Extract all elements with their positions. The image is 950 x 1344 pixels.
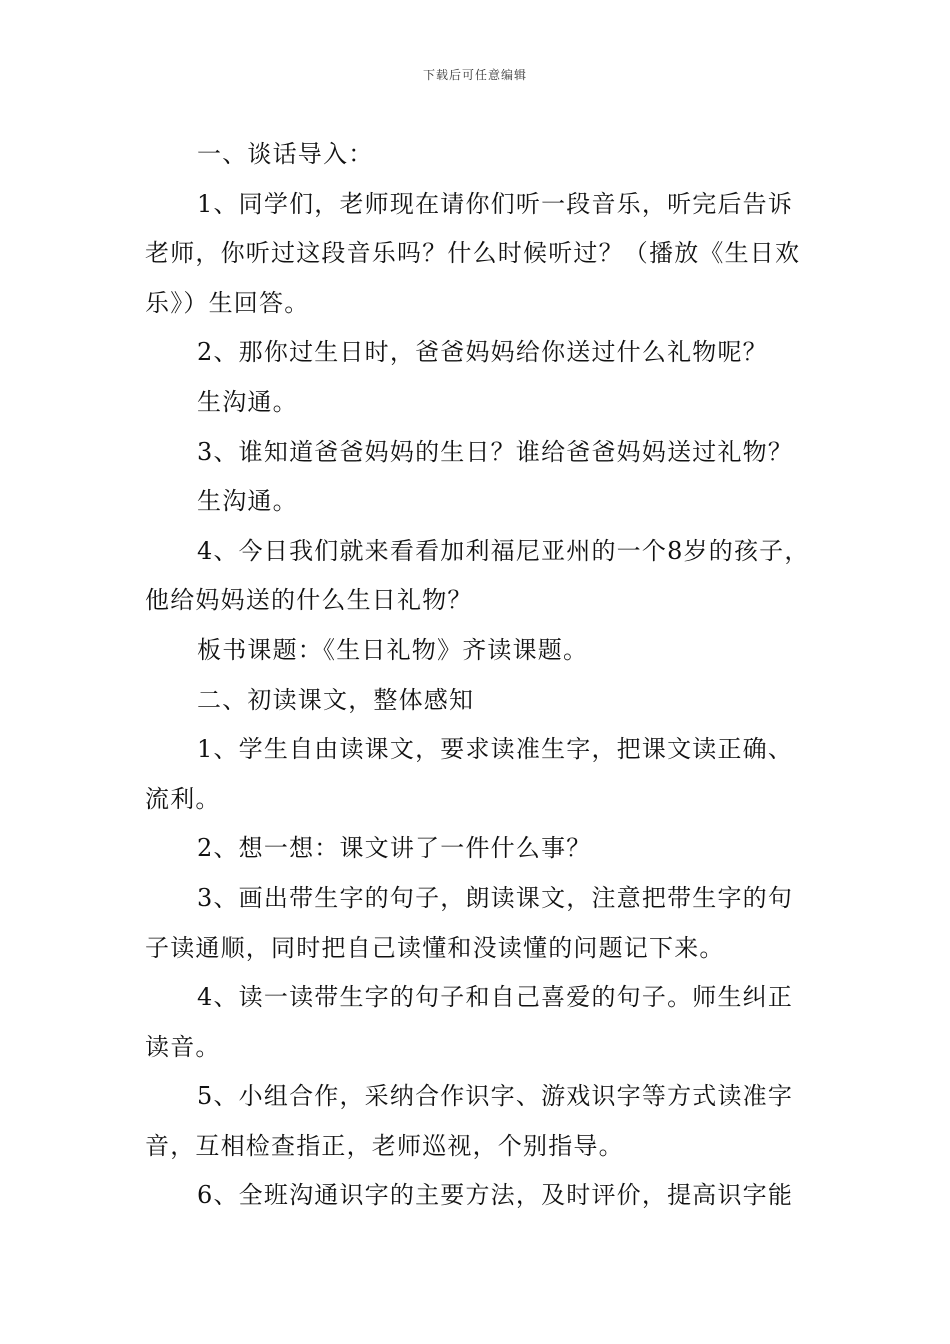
document-body (145, 130, 815, 1221)
paragraph: 3、谁知道爸爸妈妈的生日？谁给爸爸妈妈送过礼物？ (197, 437, 794, 466)
paragraph: 生沟通。 (197, 487, 298, 516)
paragraph: 4、读一读带生字的句子和自己喜爱的句子。师生纠正读音。 (145, 983, 794, 1061)
paragraph: 生沟通。 (197, 387, 298, 416)
paragraph: 2、想一想：课文讲了一件什么事？ (197, 834, 592, 863)
section-heading-reading: 二、初读课文，整体感知 (197, 685, 475, 714)
paragraph: 3、画出带生字的句子，朗读课文，注意把带生字的句子读通顺，同时把自己读懂和没读懂的问题记下来。 (145, 883, 794, 962)
paragraph: 1、同学们，老师现在请你们听一段音乐，听完后告诉老师，你听过这段音乐吗？什么时候听过？（播放《生日欢乐》）生回答。 (145, 189, 801, 317)
paragraph: 板书课题：《生日礼物》齐读课题。 (197, 635, 589, 664)
paragraph: 1、学生自由读课文，要求读准生字，把课文读正确、流利。 (145, 735, 794, 813)
header-note: 下载后可任意编辑 (422, 68, 527, 82)
paragraph: 5、小组合作，采纳合作识字、游戏识字等方式读准字音，互相检查指正，老师巡视，个别指导。 (145, 1082, 794, 1160)
section-heading-intro: 一、谈话导入： (197, 140, 374, 168)
paragraph: 6、全班沟通识字的主要方法，及时评价，提高识字能 (197, 1181, 794, 1210)
paragraph: 2、那你过生日时，爸爸妈妈给你送过什么礼物呢？ (197, 338, 768, 367)
paragraph: 4、今日我们就来看看加利福尼亚州的一个8岁的孩子，他给妈妈送的什么生日礼物？ (145, 536, 810, 615)
